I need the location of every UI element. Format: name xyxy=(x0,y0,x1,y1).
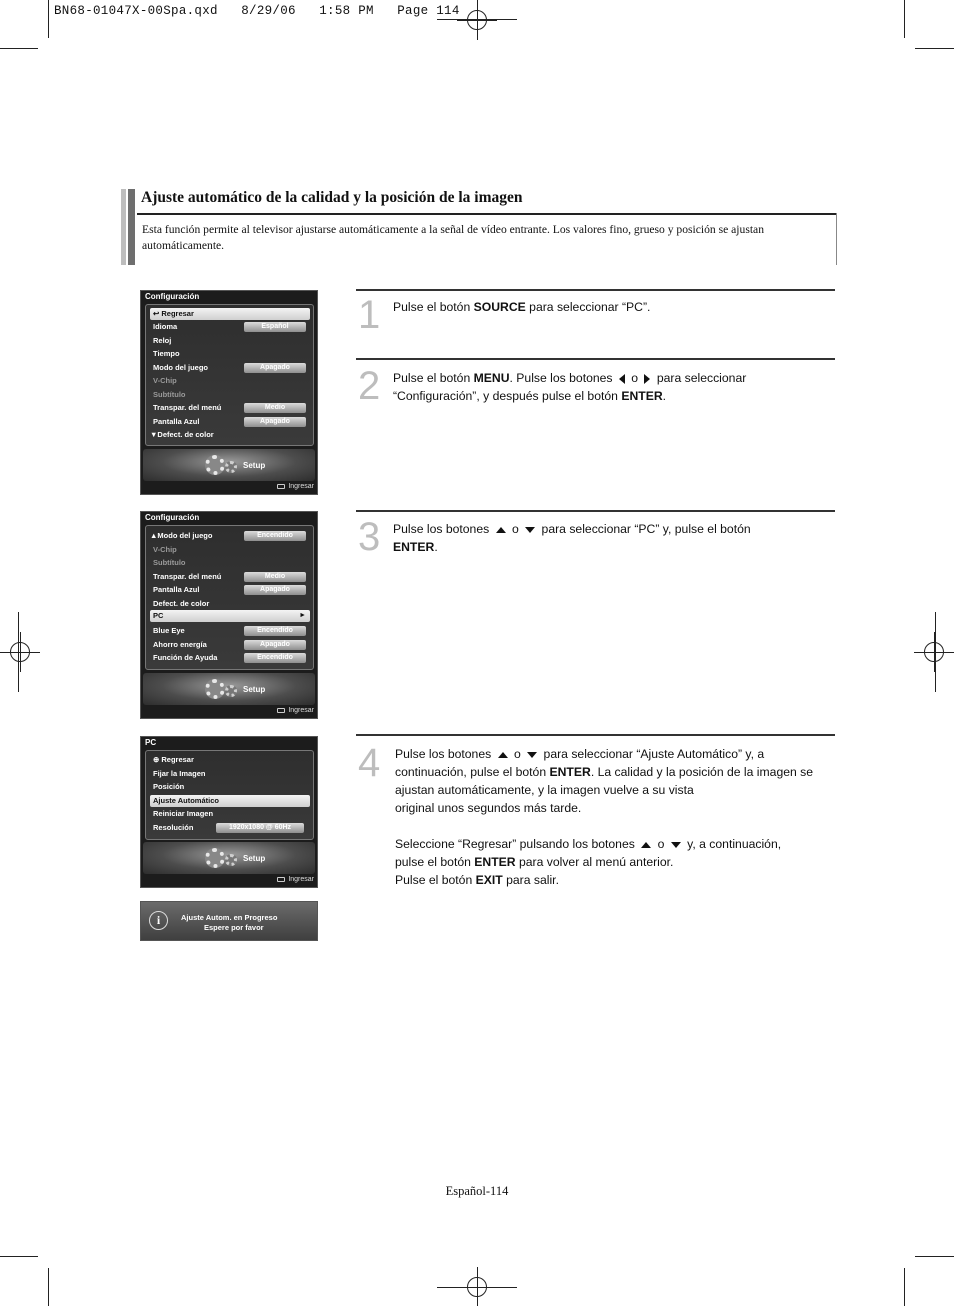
osd-value: Apagado xyxy=(244,417,306,427)
osd-menu-panel xyxy=(145,304,314,446)
registration-mark-icon xyxy=(914,632,954,672)
crop-mark xyxy=(48,1268,49,1306)
step-number: 1 xyxy=(358,293,381,337)
arrow-up-icon xyxy=(641,842,651,848)
osd-value: Encendido xyxy=(244,653,306,663)
osd-value: Español xyxy=(244,322,306,332)
osd-row[interactable]: Ajuste Automático xyxy=(150,795,310,807)
step-1-text: Pulse el botón SOURCE para seleccionar “PC”. xyxy=(393,300,651,314)
osd-footer-label: Setup xyxy=(243,685,266,694)
osd-menu-panel xyxy=(145,525,314,670)
crop-mark xyxy=(915,48,954,49)
osd-value: Apagado xyxy=(244,585,306,595)
registration-mark-icon xyxy=(457,0,497,40)
osd-row: V-Chip xyxy=(153,544,177,554)
osd-row[interactable]: Defect. de color xyxy=(153,598,210,608)
osd-row[interactable]: ▼Defect. de color xyxy=(150,430,214,439)
gear-icon xyxy=(205,848,225,868)
arrow-up-icon xyxy=(496,527,506,533)
osd-value: Encendido xyxy=(244,626,306,636)
info-icon: i xyxy=(149,911,168,930)
enter-icon xyxy=(277,484,285,489)
osd-footer xyxy=(143,842,315,874)
step-rule xyxy=(356,358,835,360)
osd-row[interactable]: Blue Eye Encendido xyxy=(150,625,310,637)
arrow-down-icon xyxy=(671,842,681,848)
enter-icon xyxy=(277,708,285,713)
osd-row[interactable]: ▲Modo del juego Encendido xyxy=(150,530,310,542)
arrow-down-icon xyxy=(525,527,535,533)
osd-menu-panel xyxy=(145,750,314,840)
osd-row[interactable]: Tiempo xyxy=(153,349,180,358)
gear-icon xyxy=(225,685,237,697)
osd-enter-hint: Ingresar xyxy=(277,707,314,714)
osd-row: Subtítulo xyxy=(153,558,186,567)
osd-value: Apagado xyxy=(244,640,306,650)
osd-value: Encendido xyxy=(244,531,306,541)
page-number: Español-114 xyxy=(445,1184,509,1198)
osd-value: Apagado xyxy=(244,363,306,373)
gear-icon xyxy=(205,679,225,699)
osd-row[interactable]: Posición xyxy=(153,782,185,791)
osd-value: Medio xyxy=(244,403,306,413)
step-rule xyxy=(356,510,835,512)
crop-mark xyxy=(904,0,905,38)
osd-footer xyxy=(143,449,315,481)
notice-line: Ajuste Autom. en Progreso xyxy=(181,913,278,922)
step-number: 4 xyxy=(358,741,381,785)
step-3-text: Pulse los botones o para seleccionar “PC” y, pulse el botón ENTER. xyxy=(393,522,751,554)
arrow-left-icon xyxy=(619,374,625,384)
osd-screen-configuracion-2 xyxy=(140,511,318,719)
gear-icon xyxy=(225,854,237,866)
section-intro: Esta función permite al televisor ajustarse automáticamente a la señal de vídeo entrante. Los valores fino, grueso y posición se ajustan automáticamente. xyxy=(142,223,764,252)
auto-adjust-notice xyxy=(140,901,318,941)
crop-mark xyxy=(915,1256,954,1257)
osd-row[interactable]: Ahorro energía Apagado xyxy=(150,639,310,651)
osd-footer xyxy=(143,673,315,705)
step-rule xyxy=(356,289,835,291)
step-number: 3 xyxy=(358,515,381,559)
osd-enter-hint: Ingresar xyxy=(277,876,314,883)
osd-row[interactable]: ↩ Regresar xyxy=(150,308,310,320)
osd-value: Medio xyxy=(244,572,306,582)
gear-icon xyxy=(205,455,225,475)
osd-row[interactable]: Función de Ayuda Encendido xyxy=(150,652,310,664)
osd-title: PC xyxy=(145,738,157,747)
section-rule xyxy=(137,213,837,215)
arrow-right-icon: ► xyxy=(299,612,306,619)
step-number: 2 xyxy=(358,364,381,408)
osd-row[interactable]: ⊕ Regresar xyxy=(153,755,194,764)
section-title: Ajuste automático de la calidad y la posición de la imagen xyxy=(141,189,523,206)
notice-line: Espere por favor xyxy=(204,923,264,932)
osd-row: Subtítulo xyxy=(153,389,186,399)
osd-row[interactable]: Pantalla Azul Apagado xyxy=(150,416,310,428)
osd-row[interactable]: Pantalla Azul Apagado xyxy=(150,584,310,596)
osd-footer-label: Setup xyxy=(243,854,266,863)
registration-mark-icon xyxy=(0,632,40,672)
registration-mark-icon xyxy=(457,1267,497,1306)
enter-icon xyxy=(277,877,285,882)
crop-mark xyxy=(0,1256,38,1257)
osd-title: Configuración xyxy=(145,513,200,522)
arrow-right-icon xyxy=(644,374,650,384)
osd-title: Configuración xyxy=(145,292,200,301)
section-divider xyxy=(836,213,837,265)
osd-value: 1920x1080 @ 60Hz xyxy=(216,823,304,833)
osd-row[interactable]: Reiniciar Imagen xyxy=(153,809,214,818)
osd-row[interactable]: Transpar. del menú Medio xyxy=(150,402,310,414)
step-4-text: Pulse los botones o para seleccionar “Ajuste Automático” y, a continuación, pulse el botón ENTER. La calidad y la posición de la imagen se ajustan automáticamente, y la imagen vuelve a su vista original unos segundos más tarde. Seleccione “Regresar” pulsando los botones o y, a continuación, pulse el botón ENTER para volver al menú anterior. Pulse el botón EXIT para salir. xyxy=(395,747,814,887)
osd-enter-hint: Ingresar xyxy=(277,483,314,490)
osd-screen-pc xyxy=(140,736,318,888)
osd-row[interactable]: Transpar. del menú Medio xyxy=(150,571,310,583)
osd-screen-configuracion-1 xyxy=(140,290,318,495)
gear-icon xyxy=(225,461,237,473)
osd-row[interactable]: Modo del juego Apagado xyxy=(150,362,310,374)
step-2-text: Pulse el botón MENU. Pulse los botones o para seleccionar “Configuración”, y después pulse el botón ENTER. xyxy=(393,371,747,403)
osd-row[interactable]: Resolución 1920x1080 @ 60Hz xyxy=(150,822,310,834)
osd-row[interactable]: Idioma Español xyxy=(150,321,310,333)
crop-mark xyxy=(48,0,49,38)
osd-row[interactable]: Fijar la Imagen xyxy=(153,768,206,778)
step-rule xyxy=(356,734,835,736)
section-bar xyxy=(121,189,135,265)
print-header: BN68-01047X-00Spa.qxd 8/29/06 1:58 PM Page 114 xyxy=(54,4,460,18)
osd-footer-label: Setup xyxy=(243,461,266,470)
arrow-up-icon xyxy=(498,752,508,758)
crop-mark xyxy=(0,48,38,49)
crop-mark xyxy=(904,1268,905,1306)
arrow-down-icon xyxy=(527,752,537,758)
osd-row[interactable]: Reloj xyxy=(153,335,172,345)
osd-row[interactable]: PC ► xyxy=(150,610,310,622)
osd-row: V-Chip xyxy=(153,376,177,385)
